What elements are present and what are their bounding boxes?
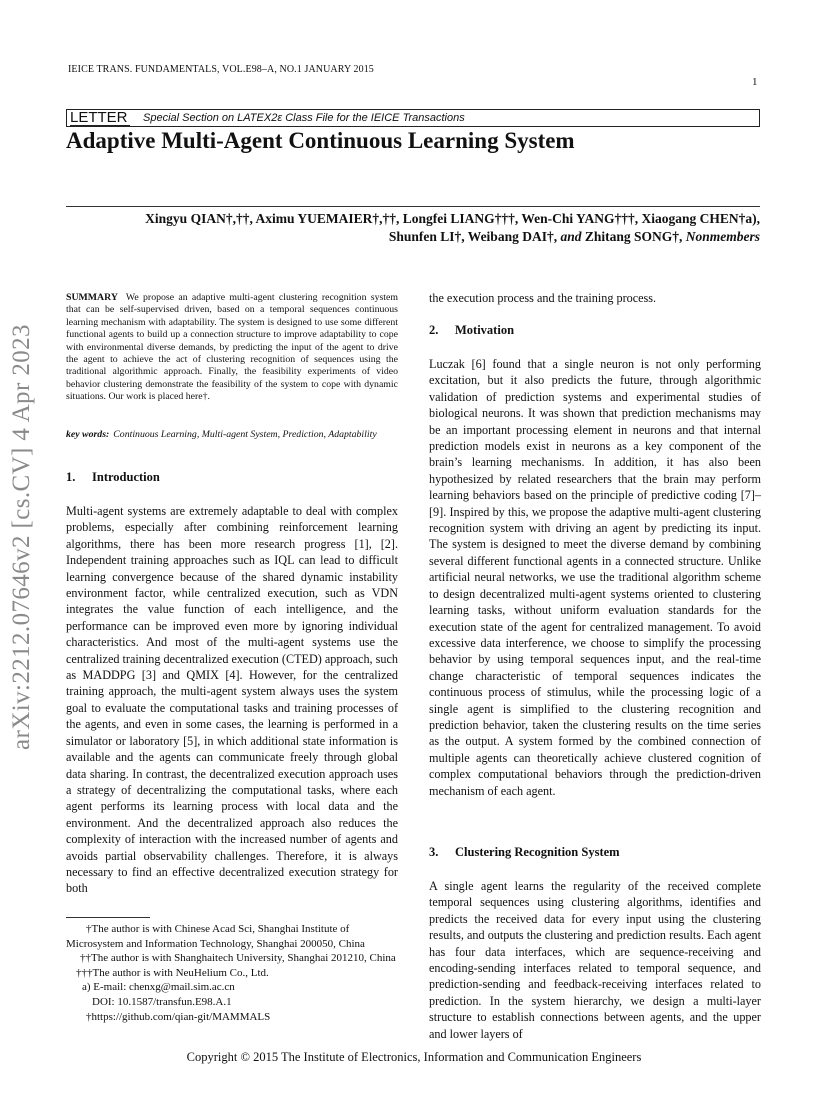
arxiv-stamp <box>0 302 44 772</box>
special-section-label: Special Section on LATEX2ε Class File for the IEICE Transactions <box>143 112 465 124</box>
section-heading-clustering: 3. Clustering Recognition System <box>429 845 620 859</box>
authors-last: Zhitang SONG†, <box>584 229 683 244</box>
keywords-text: Continuous Learning, Multi-agent System, Prediction, Adaptability <box>113 429 377 440</box>
footnote-4: a) E-mail: chenxg@mail.sim.ac.cn <box>82 981 235 994</box>
continuation-paragraph: the execution process and the training process. <box>429 291 657 305</box>
title-rule <box>66 206 760 207</box>
authors-line-2 <box>70 228 760 246</box>
summary-text: We propose an adaptive multi-agent clustering recognition system that can be self-supervised driven, based on a temporal sequences continuous learning mechanism with adaptability. The system is designed to use some different functional agents to build up a connection structure to improve adaptability to cope with environmental diverse demands, by predicting the input of the agent to drive the agent to achieve the act of clustering recognition of sequences using the traditional algorithmic approach. Finally, the feasibility experiments of video behavior clustering demonstrate the feasibility of the system to cope with dynamic situations. Our work is placed here†. <box>66 292 398 403</box>
page-number: 1 <box>752 76 758 88</box>
section-heading-motivation: 2. Motivation <box>429 323 515 337</box>
author-list <box>70 210 760 246</box>
authors-line-2-prefix: Shunfen LI†, Weibang DAI†, <box>388 229 558 244</box>
authors-line-1: Xingyu QIAN†,††, Aximu YUEMAIER†,††, Longfei LIANG†††, Wen-Chi YANG†††, Xiaogang CHEN†a), <box>145 211 760 226</box>
footnote-5: DOI: 10.1587/transfun.E98.A.1 <box>92 995 232 1008</box>
introduction-paragraph: Multi-agent systems are extremely adaptable to deal with complex problems, especially after combining reinforcement learning algorithms, there has been more research progress [1], [2]. Independent training approaches such as IQL can lead to difficult learning convergence because of the shared dynamic instability environment factor, while centralized execution, such as VDN integrates the value function of each intelligence, and the performance can be improved even more by ignoring individual characteristics. And most of the multi-agent systems use the centralized training decentralized execution (CTED) approach, such as MADDPG [3] and QMIX [4]. However, for the centralized training approach, the multi-agent system always uses the system goal to evaluate the computational tasks and training processes of the agents, and even in some cases, the learning is performed in a simulator or laboratory [5], in which additional state information is available and the agents can communicate freely through global data sharing. In contrast, the decentralized execution approach uses a strategy of decentralizing the computational tasks, where each agent performs its learning process with local data and the environment. And the decentralized approach also reduces the complexity of interaction with the increased number of agents and avoids partial observability challenges. Therefore, it is always necessary to find an effective decentralized execution strategy for both <box>66 504 398 896</box>
authors-and: and <box>560 229 582 244</box>
running-head: IEICE TRANS. FUNDAMENTALS, VOL.E98–A, NO.1 JANUARY 2015 <box>68 64 374 75</box>
footnotes <box>66 922 398 1024</box>
section-heading-introduction: 1. Introduction <box>66 470 160 484</box>
footnote-rule <box>66 917 150 918</box>
keywords <box>66 429 398 441</box>
summary-label: SUMMARY <box>66 292 118 303</box>
abstract <box>66 292 398 404</box>
arxiv-stamp-text: arXiv:2212.07646v2 [cs.CV] 4 Apr 2023 <box>8 324 35 750</box>
letter-tag: LETTER <box>70 109 128 126</box>
membership-status: Nonmembers <box>685 229 760 244</box>
copyright-footer: Copyright © 2015 The Institute of Electronics, Information and Communication Engineers <box>186 1050 642 1064</box>
motivation-paragraph: Luczak [6] found that a single neuron is not only performing excitation, but it also predicts the future, through algorithmic validation of prediction systems and experimental studies of biological neurons. It was shown that prediction mechanisms may be an important processing element in neurons and that internal prediction models exist in neurons as a key component of the brain’s learning mechanisms. In addition, it has also been hypothesized by related researchers that the brain may perform learning behaviors based on the principle of predictive coding [7]–[9]. Inspired by this, we propose the adaptive multi-agent clustering recognition system with driving an agent by predicting its input. The system is designed to meet the diverse demand by combining several different functional agents in a connected structure. Unlike artificial neural networks, we use the traditional algorithm scheme to design decentralized multi-agent systems oriented to clustering learning tasks, without uniform evaluation standards for the execution state of the agent for centralized management. To avoid excessive data interference, we choose to simplify the processing behavior by using temporal sequences input, and the real-time change characteristic of temporal sequences indicates the continuous process of stimulus, while the processing logic of a single agent is simplified to the clustering recognition and prediction behavior, taken the clustering results on the time series as the output. A system formed by the combined connection of multiple agents can theoretically achieve clustered cognition of complex computational behaviors through the prediction-driven mechanism of each agent. <box>429 357 761 798</box>
clustering-paragraph: A single agent learns the regularity of the received complete temporal sequences using clustering algorithms, identifies and predicts the received data for every input using the clustering results, and outputs the clustering and prediction results. Each agent has four data interfaces, which are sequence-receiving and encoding-sending interfaces related to temporal sequence, and prediction-sending and feedback-receiving interfaces related to prediction. In the system hierarchy, we design a multi-layer structure to establish connections between agents, and the upper and lower layers of <box>429 879 761 1041</box>
footnote-1: †The author is with Chinese Acad Sci, Shanghai Institute of Microsystem and Information Technology, Shanghai 200050, China <box>66 923 365 950</box>
footnote-2: ††The author is with Shanghaitech University, Shanghai 201210, China <box>80 952 396 965</box>
footnote-6: †https://github.com/qian-git/MAMMALS <box>86 1010 271 1023</box>
paper-title: Adaptive Multi-Agent Continuous Learning System <box>66 128 575 153</box>
keywords-label: key words: <box>66 429 110 440</box>
footnote-3: †††The author is with NeuHelium Co., Ltd. <box>76 966 269 979</box>
